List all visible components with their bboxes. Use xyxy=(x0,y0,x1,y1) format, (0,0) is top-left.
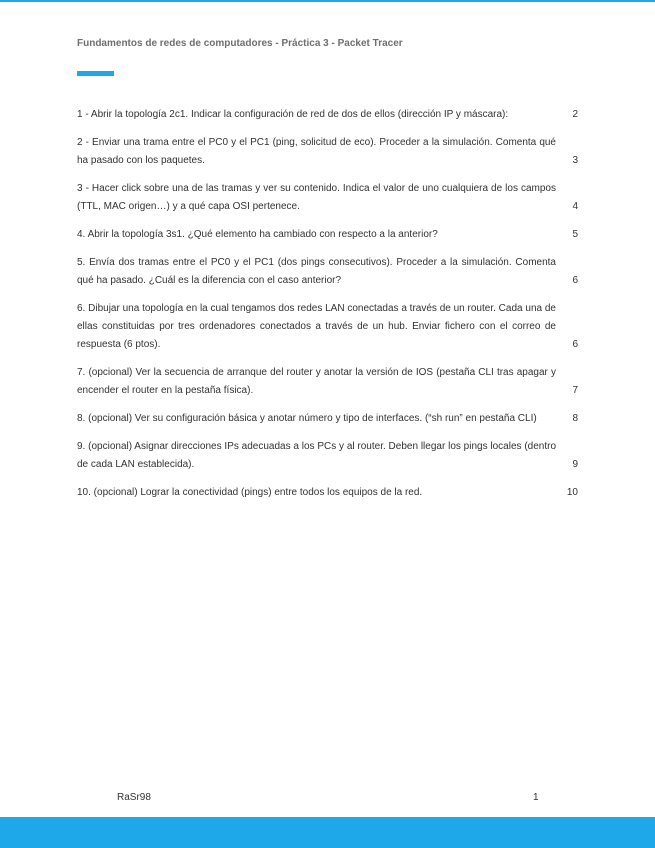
toc-entry-page: 3 xyxy=(572,155,578,166)
toc-entry-page: 6 xyxy=(572,339,578,350)
table-of-contents xyxy=(77,106,578,512)
toc-entry-text: 5. Envía dos tramas entre el PC0 y el PC1 (dos pings consecutivos). Proceder a la simulación. Comenta qué ha pasado. ¿Cuál es la diferencia con el caso anterior? xyxy=(77,257,556,286)
toc-entry-6 xyxy=(77,300,578,354)
toc-entry-text: 10. (opcional) Lograr la conectividad (pings) entre todos los equipos de la red. xyxy=(77,487,423,498)
toc-entry-text: 4. Abrir la topología 3s1. ¿Qué elemento ha cambiado con respecto a la anterior? xyxy=(77,229,438,240)
toc-entry-8 xyxy=(77,410,578,428)
toc-entry-text: 7. (opcional) Ver la secuencia de arranque del router y anotar la versión de IOS (pestaña CLI tras apagar y encender el router en la pestaña física). xyxy=(77,367,556,396)
toc-entry-2 xyxy=(77,134,578,170)
toc-entry-page: 10 xyxy=(566,487,578,498)
toc-entry-page: 5 xyxy=(572,229,578,240)
toc-entry-text: 1 - Abrir la topología 2c1. Indicar la configuración de red de dos de ellos (dirección IP y máscara): xyxy=(77,109,509,120)
toc-entry-text: 8. (opcional) Ver su configuración básica y anotar número y tipo de interfaces. (“sh run” en pestaña CLI) xyxy=(77,413,537,424)
toc-entry-page: 8 xyxy=(572,413,578,424)
footer-band xyxy=(0,817,655,848)
toc-entry-5 xyxy=(77,254,578,290)
toc-entry-page: 9 xyxy=(572,459,578,470)
toc-entry-3 xyxy=(77,180,578,216)
toc-entry-page: 6 xyxy=(572,275,578,286)
accent-bar xyxy=(77,71,114,76)
toc-entry-text: 3 - Hacer click sobre una de las tramas y ver su contenido. Indica el valor de uno cualquiera de los campos (TTL, MAC origen…) y a qué capa OSI pertenece. xyxy=(77,183,556,212)
document-header: Fundamentos de redes de computadores - Práctica 3 - Packet Tracer xyxy=(77,38,403,49)
toc-entry-1 xyxy=(77,106,578,124)
toc-entry-7 xyxy=(77,364,578,400)
toc-entry-text: 9. (opcional) Asignar direcciones IPs adecuadas a los PCs y al router. Deben llegar los pings locales (dentro de cada LAN establecida). xyxy=(77,441,556,470)
toc-entry-4 xyxy=(77,226,578,244)
toc-entry-text: 2 - Enviar una trama entre el PC0 y el PC1 (ping, solicitud de eco). Proceder a la simulación. Comenta qué ha pasado con los paquetes. xyxy=(77,137,556,166)
top-rule xyxy=(0,0,655,2)
toc-entry-page: 7 xyxy=(572,385,578,396)
footer-author: RaSr98 xyxy=(117,792,151,803)
toc-entry-text: 6. Dibujar una topología en la cual tengamos dos redes LAN conectadas a través de un router. Cada una de ellas constituidas por tres ordenadores conectados a través de un hub. Enviar fichero con el correo de respuesta (6 ptos). xyxy=(77,303,556,350)
toc-entry-10 xyxy=(77,484,578,502)
footer-page-number: 1 xyxy=(533,792,539,803)
toc-entry-page: 4 xyxy=(572,201,578,212)
toc-entry-9 xyxy=(77,438,578,474)
toc-entry-page: 2 xyxy=(572,109,578,120)
